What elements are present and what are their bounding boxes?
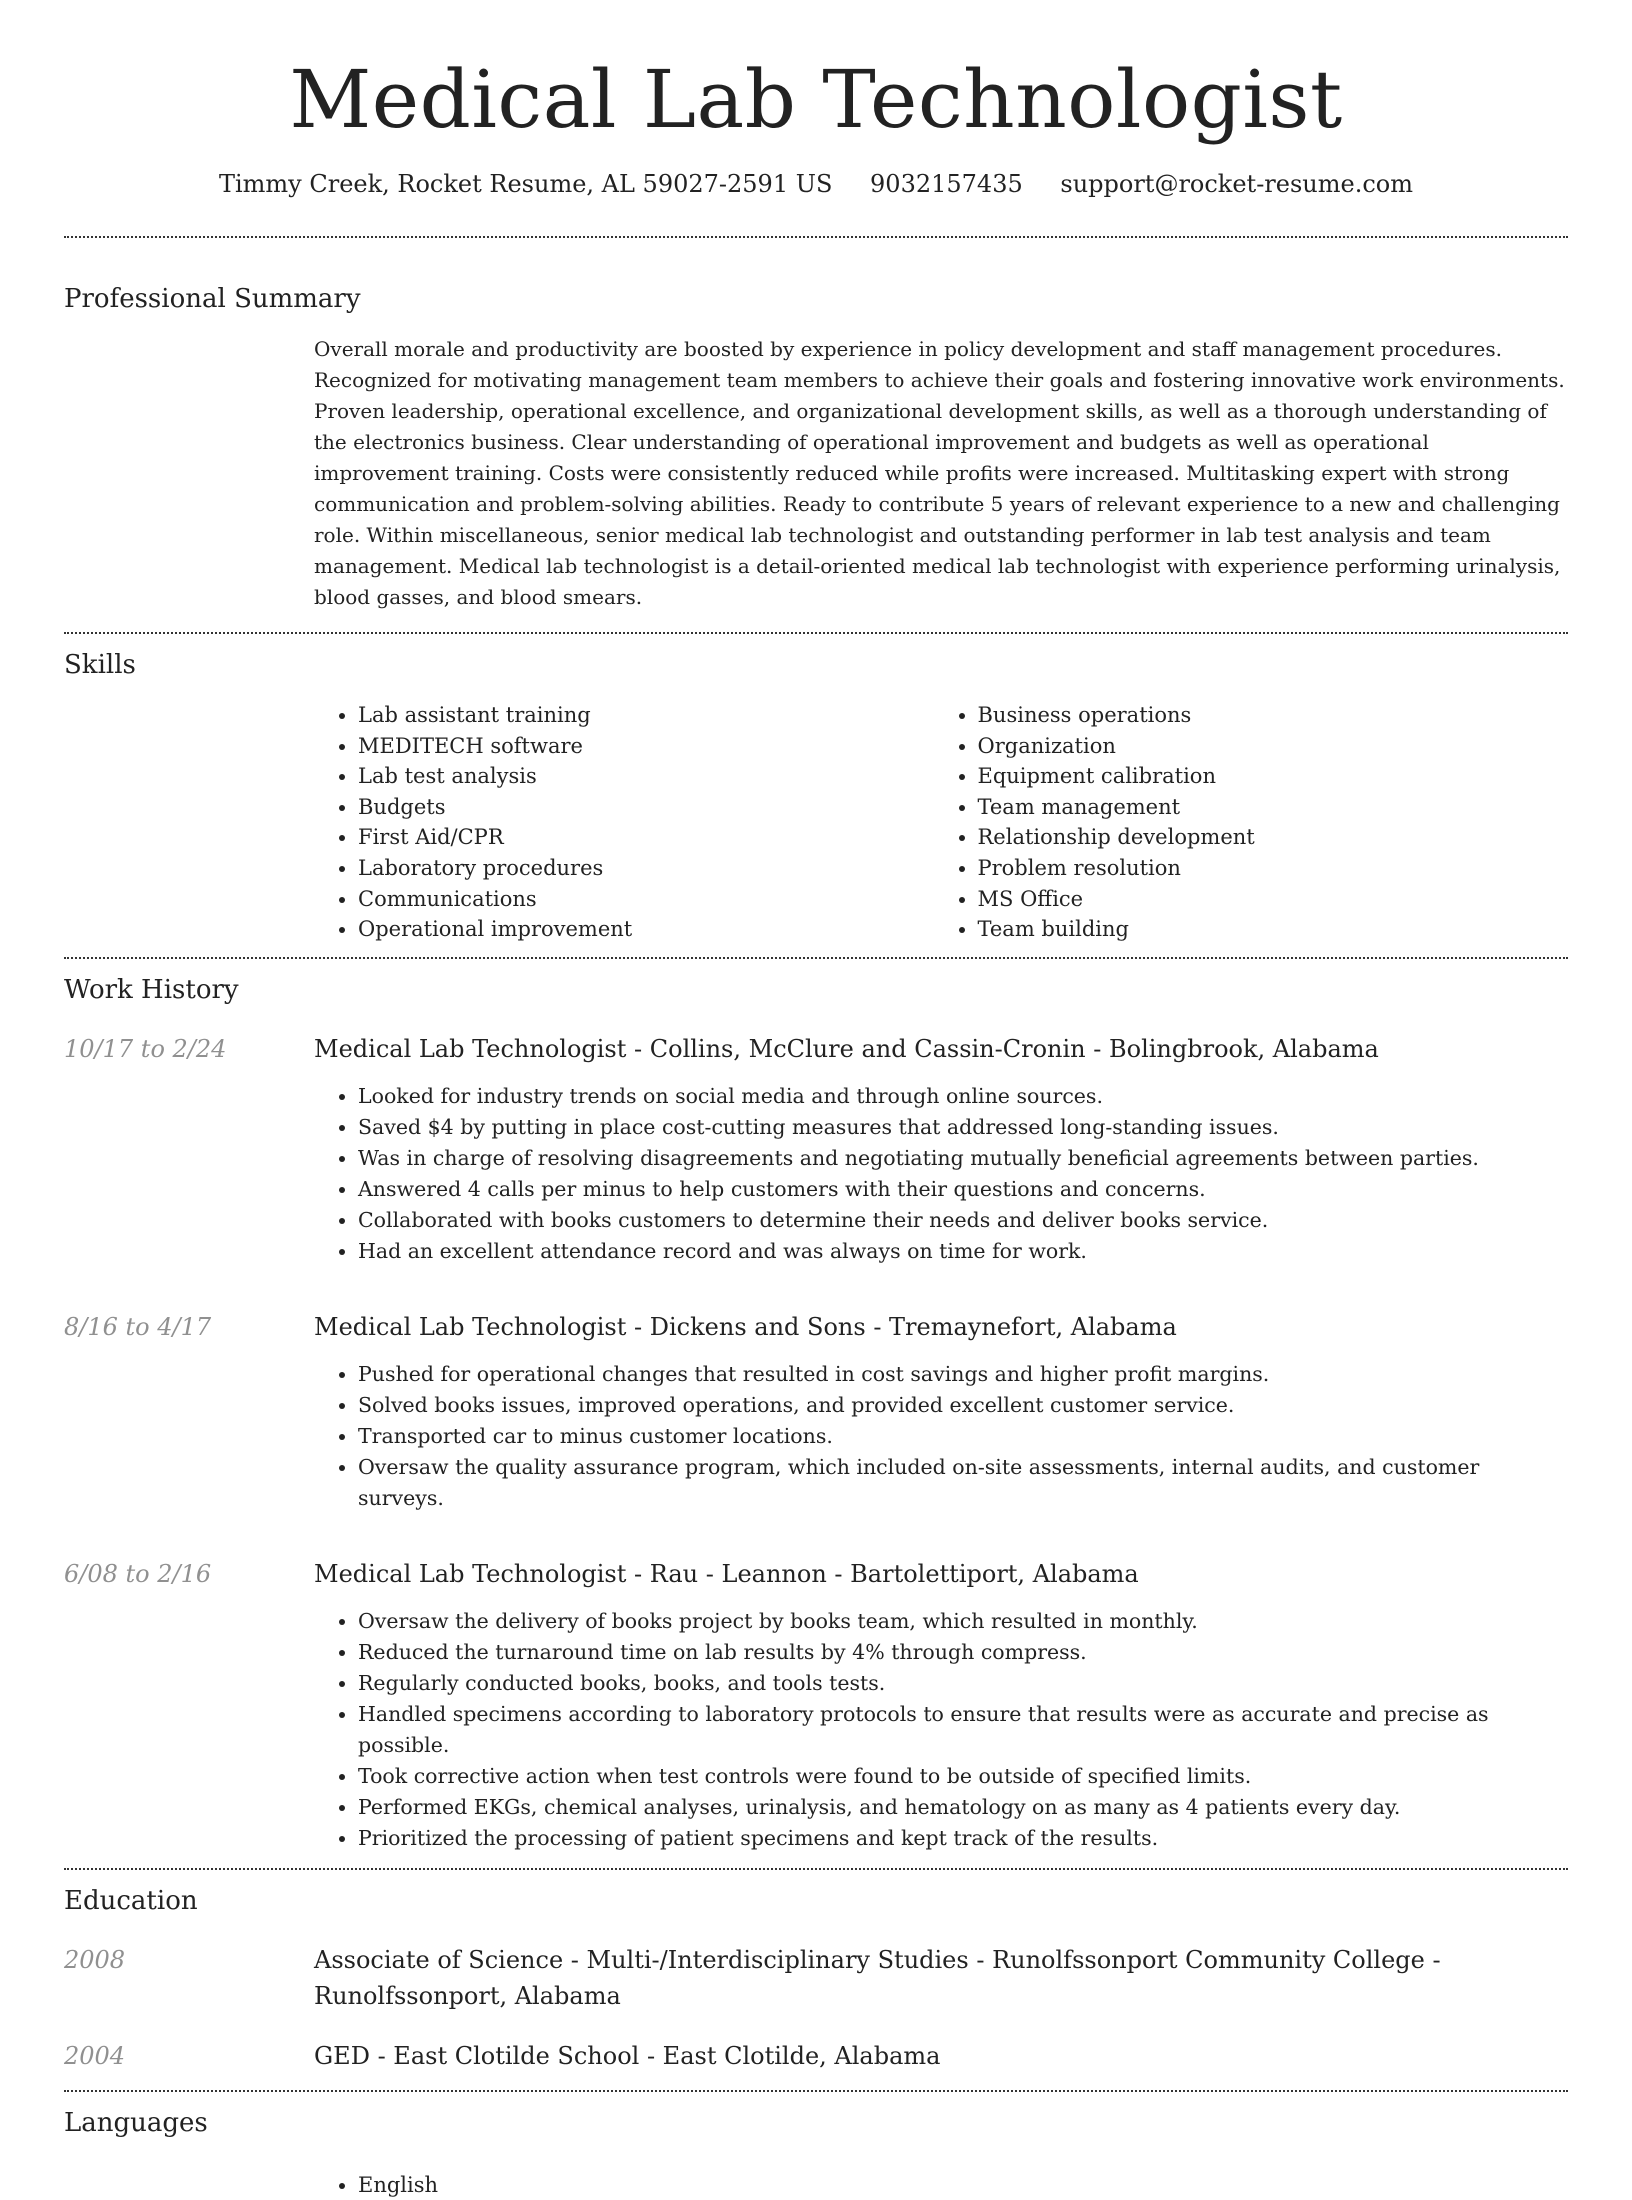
skill-item: • MS Office [978,884,1569,915]
skill-item: • Problem resolution [978,853,1569,884]
job-title: Medical Lab Technologist - Collins, McClure and Cassin-Cronin - Bolingbrook, Alabama [314,1034,1379,1063]
job-bullet: • Saved $4 by putting in place cost-cutting measures that addressed long-standing issues. [358,1112,1568,1143]
education-date: 2008 [64,1945,126,1974]
resume-title: Medical Lab Technologist [289,53,1343,146]
job-bullet: • Pushed for operational changes that resulted in cost savings and higher profit margins. [358,1359,1568,1390]
job-entry [64,1031,1568,1267]
skill-item: • MEDITECH software [358,731,949,762]
job-bullet: • Reduced the turnaround time on lab results by 4% through compress. [358,1637,1568,1668]
job-bullet: • Oversaw the quality assurance program, which included on-site assessments, internal audits, and customer surveys. [358,1452,1568,1514]
skill-item: • Organization [978,731,1569,762]
job-details [314,1309,1568,1514]
contact-line [64,168,1568,200]
skill-item: • Operational improvement [358,914,949,945]
contact-address: Timmy Creek, Rocket Resume, AL 59027-2591 US [218,170,833,198]
education-entry [64,2038,1568,2074]
section-spacer [64,1854,1568,1868]
education-title: GED - East Clotilde School - East Clotilde, Alabama [314,2041,941,2070]
section-spacer [64,2074,1568,2090]
job-details [314,1031,1568,1267]
skill-item: • Laboratory procedures [358,853,949,884]
job-bullet: • Prioritized the processing of patient specimens and kept track of the results. [358,1823,1568,1854]
section-title-languages: Languages [64,2107,208,2138]
skill-item: • Budgets [358,792,949,823]
job-bullets [314,1606,1568,1854]
skills-right-column [949,700,1569,945]
contact-phone: 9032157435 [870,170,1023,198]
skills-columns [314,700,1568,957]
job-title: Medical Lab Technologist - Dickens and Sons - Tremaynefort, Alabama [314,1312,1177,1341]
job-bullet: • Answered 4 calls per minus to help customers with their questions and concerns. [358,1174,1568,1205]
skill-item: • Team building [978,914,1569,945]
job-entry [64,1309,1568,1514]
education-entry [64,1942,1568,2014]
job-bullet: • Performed EKGs, chemical analyses, urinalysis, and hematology on as many as 4 patients every day. [358,1792,1568,1823]
skill-item: • Relationship development [978,822,1569,853]
job-bullet: • Transported car to minus customer locations. [358,1421,1568,1452]
job-bullet: • Solved books issues, improved operations, and provided excellent customer service. [358,1390,1568,1421]
job-bullet: • Had an excellent attendance record and was always on time for work. [358,1236,1568,1267]
job-bullet: • Looked for industry trends on social media and through online sources. [358,1081,1568,1112]
job-bullets [314,1359,1568,1514]
summary-text: Overall morale and productivity are boosted by experience in policy development and staff management procedures. Recognized for motivating management team members to achieve their goals and fostering innovative work environments. Proven leadership, operational excellence, and organizational development skills, as well as a thorough understanding of the electronics business. Clear understanding of operational improvement and budgets as well as operational improvement training. Costs were consistently reduced while profits were increased. Multitasking expert with strong communication and problem-solving abilities. Ready to contribute 5 years of relevant experience to a new and challenging role. Within miscellaneous, senior medical lab technologist and outstanding performer in lab test analysis and team management. Medical lab technologist is a detail-oriented medical lab technologist with experience performing urinalysis, blood gasses, and blood smears. [314,337,1565,609]
job-bullet: • Took corrective action when test controls were found to be outside of specified limits. [358,1761,1568,1792]
education-details [314,2038,1568,2074]
skill-item: • Lab test analysis [358,761,949,792]
job-entry [64,1556,1568,1854]
section-title-work-history: Work History [64,974,239,1005]
education-title: Associate of Science - Multi-/Interdisciplinary Studies - Runolfssonport Community College - Runolfssonport, Alabama [314,1945,1441,2010]
skills-section [64,634,1568,957]
contact-email: support@rocket-resume.com [1060,170,1413,198]
skill-item: • First Aid/CPR [358,822,949,853]
language-item: • English [358,2170,1568,2200]
job-bullet: • Regularly conducted books, books, and tools tests. [358,1668,1568,1699]
section-title-skills: Skills [64,650,136,680]
skill-item: • Equipment calibration [978,761,1569,792]
job-details [314,1556,1568,1854]
job-bullet: • Collaborated with books customers to determine their needs and deliver books service. [358,1205,1568,1236]
job-bullet: • Was in charge of resolving disagreements and negotiating mutually beneficial agreements between parties. [358,1143,1568,1174]
languages-section [64,2092,1568,2200]
education-date: 2004 [64,2041,126,2070]
section-title-education: Education [64,1885,198,1916]
summary-section [64,238,1568,632]
education-section [64,1870,1568,2090]
job-dates: 10/17 to 2/24 [64,1034,227,1063]
job-dates: 6/08 to 2/16 [64,1559,212,1588]
job-bullets [314,1081,1568,1267]
work-history-section [64,959,1568,1868]
skill-item: • Communications [358,884,949,915]
education-details [314,1942,1568,2014]
skills-left-column [314,700,949,945]
job-dates: 8/16 to 4/17 [64,1312,212,1341]
job-bullet: • Handled specimens according to laboratory protocols to ensure that results were as accurate and precise as possible. [358,1699,1568,1761]
job-title: Medical Lab Technologist - Rau - Leannon - Bartolettiport, Alabama [314,1559,1139,1588]
skill-item: • Lab assistant training [358,700,949,731]
section-title-summary: Professional Summary [64,284,361,314]
languages-list [314,2170,1568,2200]
job-bullet: • Oversaw the delivery of books project by books team, which resulted in monthly. [358,1606,1568,1637]
skill-item: • Business operations [978,700,1569,731]
skill-item: • Team management [978,792,1569,823]
